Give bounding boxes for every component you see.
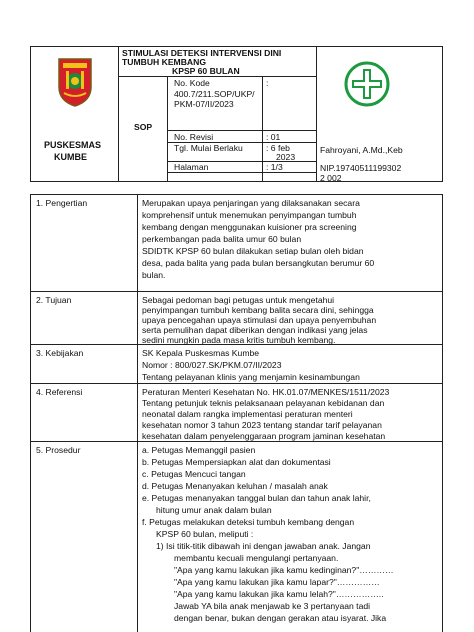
- tujuan-line1: Sebagai pedoman bagi petugas untuk mengetahui: [142, 295, 335, 305]
- tgl-value-1: : 6 feb: [266, 143, 290, 153]
- halaman-label: Halaman: [174, 162, 209, 172]
- tujuan-line5: sedini mungkin pada masa kritis tumbuh kembang.: [142, 335, 336, 345]
- pengertian-line4: perkembangan pada balita umur 60 bulan: [142, 234, 302, 244]
- no-kode-value-2: PKM-07/II/2023: [174, 99, 234, 109]
- section-label-kebijakan: 3. Kebijakan: [36, 348, 84, 358]
- puskesmas-green-cross-logo: [343, 60, 391, 108]
- referensi-line3: neonatal dalam rangka implementasi peraturan menteri: [142, 409, 353, 419]
- halaman-value: : 1/3: [266, 162, 283, 172]
- tujuan-line4: serta pemulihan dapat diberikan dengan indikasi yang jelas: [142, 325, 368, 335]
- tgl-value-2: 2023: [276, 152, 296, 162]
- sop-label: SOP: [134, 122, 153, 132]
- header-divider-v3: [167, 76, 168, 182]
- tujuan-line2: penyimpangan tumbuh kembang balita secara dini, sehingga: [142, 305, 374, 315]
- tgl-label: Tgl. Mulai Berlaku: [174, 143, 243, 153]
- section-label-referensi: 4. Referensi: [36, 387, 83, 397]
- no-kode-colon: :: [266, 78, 269, 88]
- body-divider-v: [137, 194, 138, 632]
- prosedur-e1: e. Petugas menanyakan tanggal bulan dan tahun anak lahir,: [142, 493, 371, 503]
- no-revisi-label: No. Revisi: [174, 132, 214, 142]
- pengertian-line6: desa, pada balita yang pada bulan bersangkutan berumur 60: [142, 258, 375, 268]
- pengertian-line2: komprehensif untuk menemukan penyimpangan tumbuh: [142, 210, 357, 220]
- referensi-line1: Peraturan Menteri Kesehatan No. HK.01.07/MENKES/1511/2023: [142, 387, 390, 397]
- no-kode-value-1: 400.7/211.SOP/UKP/: [174, 89, 255, 99]
- kebijakan-line1: SK Kepala Puskesmas Kumbe: [142, 348, 260, 358]
- prosedur-d: d. Petugas Menanyakan keluhan / masalah anak: [142, 481, 328, 491]
- section-label-pengertian: 1. Pengertian: [36, 198, 88, 208]
- prosedur-a: a. Petugas Memanggil pasien: [142, 445, 256, 455]
- org-name-line1: PUSKESMAS: [44, 140, 102, 150]
- header-divider-v1: [118, 46, 119, 182]
- signer-nip-2: 2 002: [320, 173, 342, 183]
- signer-name: Fahroyani, A.Md.,Keb: [320, 145, 403, 155]
- referensi-line4: kesehatan nomor 3 tahun 2023 tentang standar tarif pelayanan: [142, 420, 382, 430]
- prosedur-jawab-line1: Jawab YA bila anak menjawab ke 3 pertanyaan tadi: [174, 601, 371, 611]
- prosedur-jawab-line2: dengan benar, bukan dengan gerakan atau isyarat. Jika: [174, 613, 387, 623]
- kebijakan-line3: Tentang pelayanan klinis yang menjamin kesinambungan: [142, 372, 360, 382]
- prosedur-f1: f. Petugas melakukan deteksi tumbuh kembang dengan: [142, 517, 355, 527]
- pengertian-line3: kembang dengan menggunakan kuisioner pra screening: [142, 222, 357, 232]
- referensi-line2: Tentang petunjuk teknis pelaksanaan pelayanan kebidanan dan: [142, 398, 385, 408]
- pengertian-line7: bulan.: [142, 270, 166, 280]
- body-divider-h3: [30, 383, 443, 384]
- prosedur-sub1-line1: 1) Isi titik-titik dibawah ini dengan jawaban anak. Jangan: [156, 541, 371, 551]
- body-divider-h1: [30, 291, 443, 292]
- title-line3: KPSP 60 BULAN: [172, 66, 240, 76]
- tujuan-line3: upaya pencegahan upaya stimulasi dan upaya penyembuhan: [142, 315, 377, 325]
- signer-nip-1: NIP.19740511199302: [320, 163, 402, 173]
- prosedur-question-3: "Apa yang kamu lakukan jika kamu lelah?"……………..: [174, 589, 384, 599]
- prosedur-c: c. Petugas Mencuci tangan: [142, 469, 246, 479]
- referensi-line5: kesehatan dalam penyelenggaraan program jaminan kesehatan: [142, 431, 386, 441]
- prosedur-question-2: "Apa yang kamu lakukan jika kamu lapar?"……………: [174, 577, 380, 587]
- pengertian-line5: SDIDTK KPSP 60 bulan dilakukan setiap bulan oleh bidan: [142, 246, 364, 256]
- prosedur-question-1: "Apa yang kamu lakukan jika kamu kedinginan?"…………: [174, 565, 394, 575]
- pengertian-line1: Merupakan upaya penjaringan yang dilaksanakan secara: [142, 198, 360, 208]
- header-divider-v4: [262, 76, 263, 182]
- prosedur-e2: hitung umur anak dalam bulan: [156, 505, 272, 515]
- kebijakan-line2: Nomor : 800/027.SK/PKM.07/II/2023: [142, 360, 282, 370]
- prosedur-b: b. Petugas Mempersiapkan alat dan dokumentasi: [142, 457, 331, 467]
- prosedur-sub1-line2: membantu kecuali mengulangi pertanyaan.: [174, 553, 339, 563]
- regional-crest-logo: [56, 57, 94, 107]
- org-name-line2: KUMBE: [54, 152, 87, 162]
- section-label-tujuan: 2. Tujuan: [36, 295, 72, 305]
- title-line1: STIMULASI DETEKSI INTERVENSI DINI: [122, 48, 282, 58]
- title-line2: TUMBUH KEMBANG: [122, 57, 207, 67]
- section-label-prosedur: 5. Prosedur: [36, 445, 81, 455]
- no-revisi-value: : 01: [266, 132, 281, 142]
- prosedur-f2: KPSP 60 bulan, meliputi :: [156, 529, 254, 539]
- header-divider-v2: [316, 46, 317, 182]
- no-kode-label: No. Kode: [174, 78, 210, 88]
